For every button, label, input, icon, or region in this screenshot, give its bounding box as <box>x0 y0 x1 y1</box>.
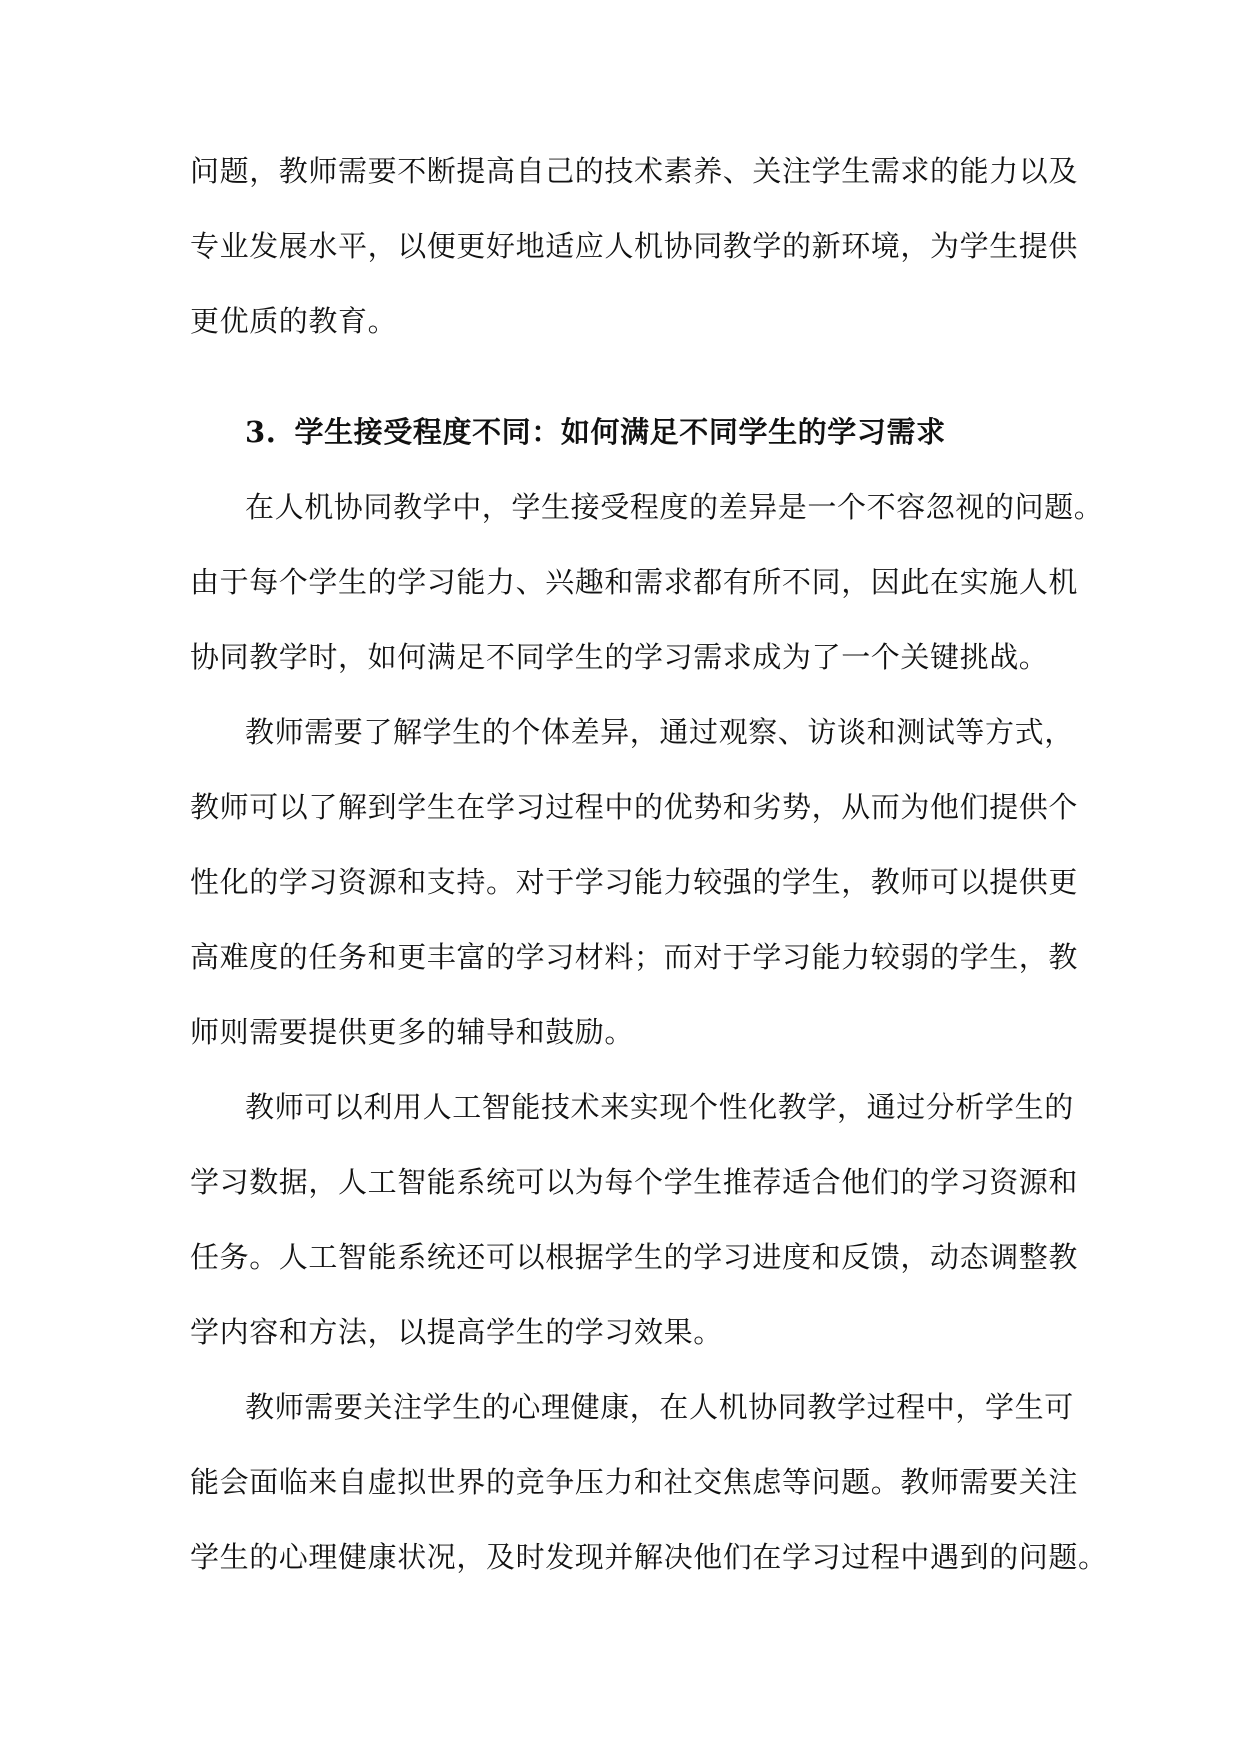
paragraph-line: 性化的学习资源和支持。对于学习能力较强的学生，教师可以提供更 <box>190 865 1079 899</box>
section-heading <box>245 412 946 452</box>
section-number: 3. <box>245 415 277 449</box>
paragraph-line: 问题，教师需要不断提高自己的技术素养、关注学生需求的能力以及 <box>190 154 1079 188</box>
paragraph-line: 师则需要提供更多的辅导和鼓励。 <box>190 1015 635 1049</box>
paragraph-line: 在人机协同教学中，学生接受程度的差异是一个不容忽视的问题。 <box>245 490 1104 524</box>
section-title: 学生接受程度不同：如何满足不同学生的学习需求 <box>294 415 946 449</box>
paragraph-line: 学内容和方法，以提高学生的学习效果。 <box>190 1315 723 1349</box>
paragraph-line: 学习数据，人工智能系统可以为每个学生推荐适合他们的学习资源和 <box>190 1165 1079 1199</box>
paragraph-line: 能会面临来自虚拟世界的竞争压力和社交焦虑等问题。教师需要关注 <box>190 1465 1079 1499</box>
paragraph-line: 学生的心理健康状况，及时发现并解决他们在学习过程中遇到的问题。 <box>190 1540 1108 1574</box>
paragraph-line: 教师需要关注学生的心理健康，在人机协同教学过程中，学生可 <box>245 1390 1074 1424</box>
paragraph-line: 教师可以利用人工智能技术来实现个性化教学，通过分析学生的 <box>245 1090 1074 1124</box>
paragraph-line: 高难度的任务和更丰富的学习材料；而对于学习能力较弱的学生，教 <box>190 940 1079 974</box>
paragraph-line: 任务。人工智能系统还可以根据学生的学习进度和反馈，动态调整教 <box>190 1240 1079 1274</box>
paragraph-line: 专业发展水平，以便更好地适应人机协同教学的新环境，为学生提供 <box>190 229 1079 263</box>
paragraph-line: 教师可以了解到学生在学习过程中的优势和劣势，从而为他们提供个 <box>190 790 1079 824</box>
paragraph-line: 由于每个学生的学习能力、兴趣和需求都有所不同，因此在实施人机 <box>190 565 1079 599</box>
paragraph-line: 教师需要了解学生的个体差异，通过观察、访谈和测试等方式， <box>245 715 1074 749</box>
paragraph-line: 更优质的教育。 <box>190 304 398 338</box>
paragraph-line: 协同教学时，如何满足不同学生的学习需求成为了一个关键挑战。 <box>190 640 1049 674</box>
